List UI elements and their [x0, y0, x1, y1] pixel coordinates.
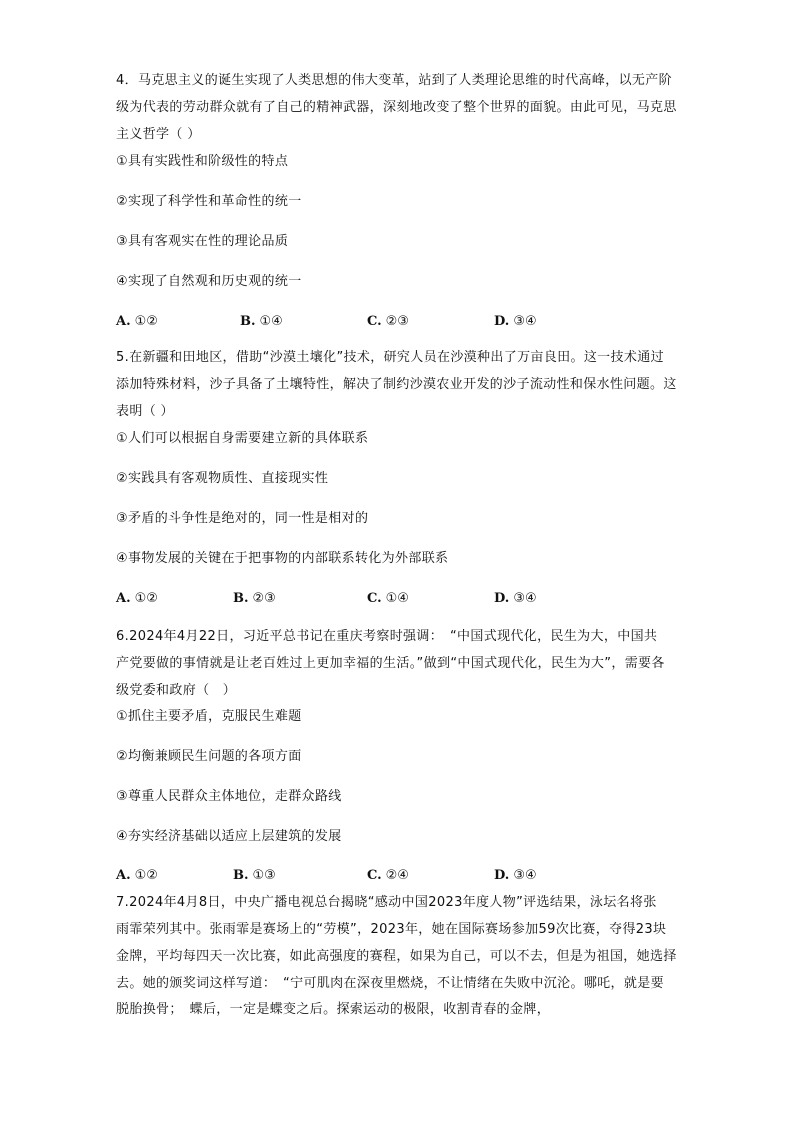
- q4-item: ④实现了自然观和历史观的统一: [116, 274, 302, 289]
- q5-option-b[interactable]: B. ②③: [233, 591, 276, 606]
- q5-stem-line: 5.在新疆和田地区，借助“沙漠土壤化”技术，研究人员在沙漠种出了万亩良田。这一技术通过: [116, 350, 664, 365]
- q6-item: ④夯实经济基础以适应上层建筑的发展: [116, 829, 342, 844]
- q5-item: ③矛盾的斗争性是绝对的，同一性是相对的: [116, 511, 369, 526]
- q4-option-b[interactable]: B. ①④: [240, 314, 283, 329]
- q5-option-c[interactable]: C. ①④: [367, 591, 409, 606]
- q6-item: ③尊重人民群众主体地位，走群众路线: [116, 789, 342, 804]
- q5-option-d[interactable]: D. ③④: [494, 591, 537, 606]
- q5-item: ②实践具有客观物质性、直接现实性: [116, 471, 329, 486]
- q4-option-d[interactable]: D. ③④: [494, 314, 537, 329]
- q4-stem-line: 主义哲学（ ）: [116, 127, 201, 142]
- q4-option-c[interactable]: C. ②③: [367, 314, 409, 329]
- q6-item: ①抓住主要矛盾，克服民生难题: [116, 709, 302, 724]
- q6-stem-line: 产党要做的事情就是让老百姓过上更加幸福的生活。”做到“中国式现代化，民生为大”，需要各: [116, 656, 665, 671]
- q7-stem-line: 去。她的颁奖词这样写道： “宁可肌肉在深夜里燃烧，不让情绪在失败中沉沦。哪吒，就是要: [116, 976, 664, 991]
- q7-stem-line: 雨霏荣列其中。张雨霏是赛场上的“劳模”，2023年，她在国际赛场参加59次比赛，夺得23块: [116, 922, 667, 937]
- q6-option-c[interactable]: C. ②④: [367, 868, 409, 883]
- q6-option-d[interactable]: D. ③④: [494, 868, 537, 883]
- q4-option-a[interactable]: A. ①②: [116, 314, 158, 329]
- q5-stem-line: 表明（ ）: [116, 404, 174, 419]
- q7-stem-line: 脱胎换骨； 蝶后，一定是蝶变之后。探索运动的极限，收割青春的金牌，: [116, 1002, 551, 1017]
- q6-stem-line: 级党委和政府（ ）: [116, 683, 237, 698]
- q4-item: ③具有客观实在性的理论品质: [116, 234, 289, 249]
- q6-option-a[interactable]: A. ①②: [116, 868, 158, 883]
- q4-stem-line: 4．马克思主义的诞生实现了人类思想的伟大变革，站到了人类理论思维的时代高峰，以无产阶: [116, 73, 672, 88]
- q4-item: ①具有实践性和阶级性的特点: [116, 154, 289, 169]
- q5-item: ④事物发展的关键在于把事物的内部联系转化为外部联系: [116, 551, 449, 566]
- q4-stem-line: 级为代表的劳动群众就有了自己的精神武器，深刻地改变了整个世界的面貌。由此可见，马克思: [116, 100, 677, 115]
- q6-item: ②均衡兼顾民生问题的各项方面: [116, 749, 302, 764]
- q6-stem-line: 6.2024年4月22日，习近平总书记在重庆考察时强调： “中国式现代化，民生为大，中国共: [116, 629, 658, 644]
- q7-stem-line: 7.2024年4月8日，中央广播电视总台揭晓“感动中国2023年度人物”评选结果，泳坛名将张: [116, 895, 657, 910]
- q6-option-b[interactable]: B. ①③: [233, 868, 276, 883]
- q5-item: ①人们可以根据自身需要建立新的具体联系: [116, 431, 369, 446]
- q7-stem-line: 金牌，平均每四天一次比赛，如此高强度的赛程，如果为自己，可以不去，但是为祖国，她选择: [116, 949, 677, 964]
- q5-stem-line: 添加特殊材料，沙子具备了土壤特性，解决了制约沙漠农业开发的沙子流动性和保水性问题。这: [116, 377, 677, 392]
- q4-item: ②实现了科学性和革命性的统一: [116, 194, 302, 209]
- q5-option-a[interactable]: A. ①②: [116, 591, 158, 606]
